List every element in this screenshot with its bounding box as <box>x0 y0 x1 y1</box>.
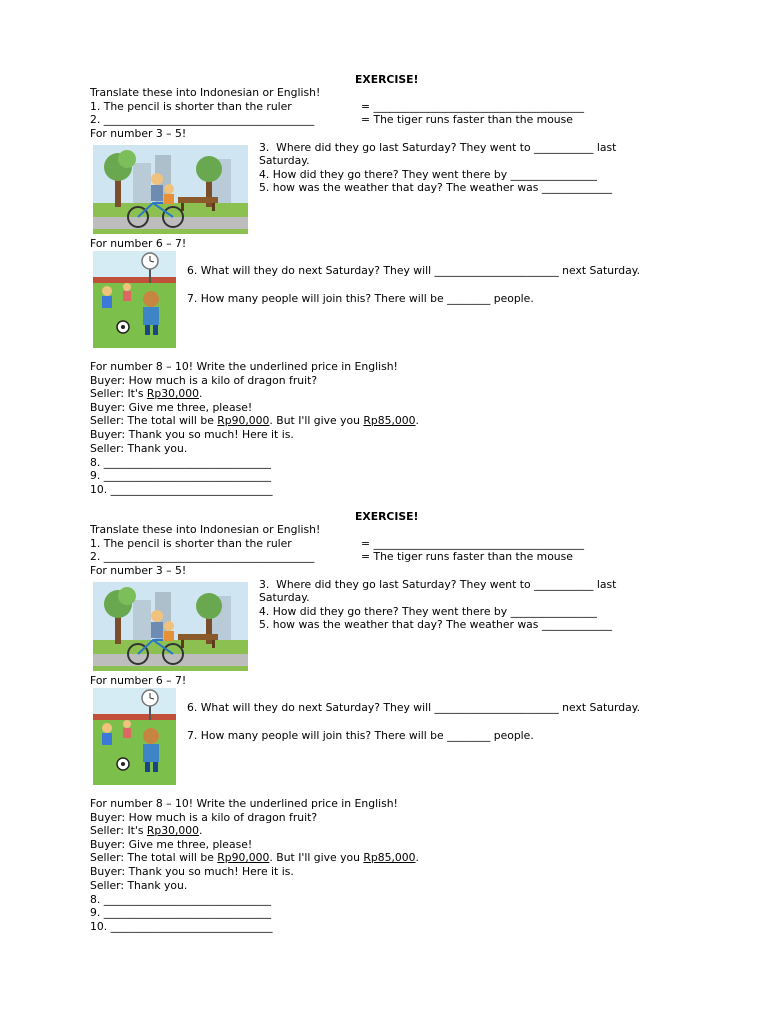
dialogue-buyer-3: Buyer: Thank you so much! Here it is. <box>90 428 294 441</box>
question-3: 3. Where did they go last Saturday? They went to ___________ last <box>259 578 617 591</box>
answer-blank-1: = _______________________________________ <box>361 100 585 113</box>
answer-line-10: 10. ______________________________ <box>90 483 273 496</box>
question-3: 3. Where did they go last Saturday? They went to ___________ last <box>259 141 617 154</box>
answer-line-9: 9. _______________________________ <box>90 906 272 919</box>
answer-blank-2: 2. _______________________________________ <box>90 550 315 563</box>
price-underlined: Rp90,000 <box>217 851 270 864</box>
dialogue-seller-1: Seller: It's Rp30,000. <box>90 387 203 400</box>
question-3-continued: Saturday. <box>259 591 310 604</box>
answer-line-8: 8. _______________________________ <box>90 893 272 906</box>
section-6-7-header: For number 6 – 7! <box>90 674 187 687</box>
question-4: 4. How did they go there? They went there by ________________ <box>259 605 597 618</box>
dialogue-buyer-1: Buyer: How much is a kilo of dragon fruit? <box>90 374 318 387</box>
question-1: 1. The pencil is shorter than the ruler <box>90 537 292 550</box>
section-6-7-header: For number 6 – 7! <box>90 237 187 250</box>
exercise-title: EXERCISE! <box>355 73 419 86</box>
dialogue-seller-2: Seller: The total will be Rp90,000. But I'll give you Rp85,000. <box>90 851 419 864</box>
question-7: 7. How many people will join this? There will be ________ people. <box>187 292 534 305</box>
dialogue-buyer-2: Buyer: Give me three, please! <box>90 401 253 414</box>
price-underlined: Rp30,000 <box>146 387 200 400</box>
answer-blank-2: 2. _______________________________________ <box>90 113 315 126</box>
price-underlined: Rp30,000 <box>146 824 200 837</box>
question-3-continued: Saturday. <box>259 154 310 167</box>
section-3-5-header: For number 3 – 5! <box>90 564 187 577</box>
answer-blank-1: = _______________________________________ <box>361 537 585 550</box>
park-cycling-image <box>93 582 248 671</box>
question-7: 7. How many people will join this? There will be ________ people. <box>187 729 534 742</box>
dialogue-buyer-1: Buyer: How much is a kilo of dragon fruit? <box>90 811 318 824</box>
dialogue-buyer-2: Buyer: Give me three, please! <box>90 838 253 851</box>
price-underlined: Rp85,000 <box>363 851 416 864</box>
price-underlined: Rp90,000 <box>217 414 270 427</box>
question-2: = The tiger runs faster than the mouse <box>361 113 573 126</box>
question-1: 1. The pencil is shorter than the ruler <box>90 100 292 113</box>
dialogue-buyer-3: Buyer: Thank you so much! Here it is. <box>90 865 294 878</box>
instruction: Translate these into Indonesian or English! <box>90 523 321 536</box>
exercise-title: EXERCISE! <box>355 510 419 523</box>
section-3-5-header: For number 3 – 5! <box>90 127 187 140</box>
question-2: = The tiger runs faster than the mouse <box>361 550 573 563</box>
question-4: 4. How did they go there? They went there by ________________ <box>259 168 597 181</box>
question-6: 6. What will they do next Saturday? They will _______________________ next Saturday. <box>187 701 641 714</box>
answer-line-9: 9. _______________________________ <box>90 469 272 482</box>
question-5: 5. how was the weather that day? The weather was _____________ <box>259 618 613 631</box>
exercise-sheet-1 <box>0 0 768 440</box>
dialogue-seller-2: Seller: The total will be Rp90,000. But I'll give you Rp85,000. <box>90 414 419 427</box>
dialogue-seller-1: Seller: It's Rp30,000. <box>90 824 203 837</box>
price-underlined: Rp85,000 <box>363 414 416 427</box>
kids-football-image <box>93 688 176 785</box>
dialogue-seller-3: Seller: Thank you. <box>90 879 188 892</box>
section-8-10-header: For number 8 – 10! Write the underlined price in English! <box>90 797 398 810</box>
dialogue-seller-3: Seller: Thank you. <box>90 442 188 455</box>
section-8-10-header: For number 8 – 10! Write the underlined price in English! <box>90 360 398 373</box>
kids-football-image <box>93 251 176 348</box>
answer-line-10: 10. ______________________________ <box>90 920 273 933</box>
park-cycling-image <box>93 145 248 234</box>
question-6: 6. What will they do next Saturday? They will _______________________ next Saturday. <box>187 264 641 277</box>
question-5: 5. how was the weather that day? The weather was _____________ <box>259 181 613 194</box>
instruction: Translate these into Indonesian or English! <box>90 86 321 99</box>
answer-line-8: 8. _______________________________ <box>90 456 272 469</box>
